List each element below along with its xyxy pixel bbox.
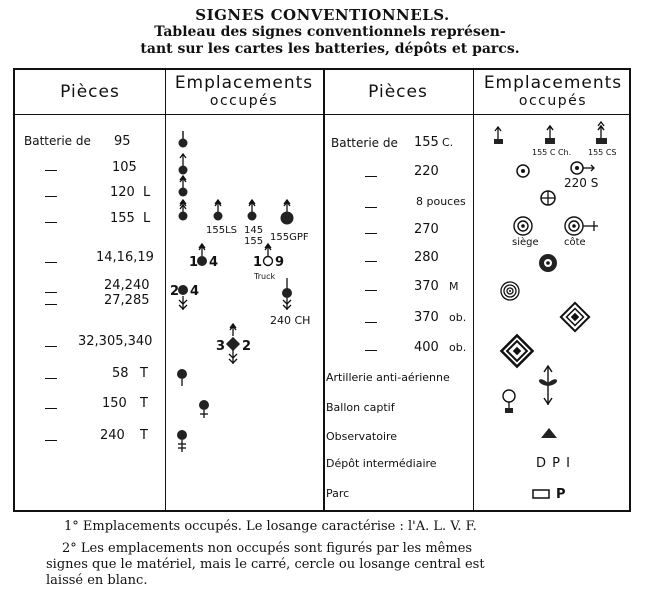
row-calibre: 95: [114, 134, 131, 149]
row-suffix: T: [140, 428, 148, 443]
row-calibre: 32,305,340: [78, 334, 153, 349]
row-calibre: 370: [414, 279, 439, 294]
row-suffix: L: [143, 211, 151, 226]
symbol-number: 2: [242, 339, 252, 354]
row-calibre: 27,285: [104, 293, 150, 308]
battery-270-cote-symbol: [564, 217, 598, 248]
row-spec: ob.: [449, 311, 467, 324]
battery-14-16-19-symbol: [189, 244, 218, 270]
battery-truck-symbol: [253, 244, 284, 281]
battery-32-305-340-symbol: [216, 324, 251, 364]
row-suffix: T: [140, 396, 148, 411]
row-label: Parc: [326, 487, 350, 500]
battery-155c-symbol: [494, 127, 503, 144]
symbol-number: 1: [189, 255, 199, 270]
row-calibre: 270: [414, 222, 439, 237]
subtitle-line-1: Tableau des signes conventionnels représen-: [154, 24, 506, 40]
battery-150t-symbol: [199, 400, 209, 418]
row-calibre: 155: [110, 211, 135, 226]
battery-220-symbol: [517, 165, 529, 177]
row-calibre: 400: [414, 340, 439, 355]
symbol-label-siege: siège: [512, 237, 539, 248]
row-label: Dépôt intermédiaire: [326, 457, 437, 470]
battery-220s-symbol: [564, 162, 598, 190]
header-occupes-label: occupés: [209, 93, 279, 109]
symbol-label-155cs: 155 CS: [588, 148, 617, 157]
symbol-number: 4: [190, 284, 200, 299]
battery-120l-symbol: [179, 176, 188, 197]
battery-370m-symbol: [501, 282, 519, 300]
row-calibre: 120: [110, 185, 135, 200]
footnote-2: 2° Les emplacements non occupés sont figurés par les mêmes signes que le matériel, mais le carré, cercle ou losange central est laissé en blanc.: [46, 541, 485, 588]
row-calibre: 150: [102, 396, 127, 411]
battery-105-symbol: [179, 154, 188, 175]
battery-155gpf-symbol: [270, 200, 309, 243]
symbol-label-145: 145: [244, 225, 264, 236]
symbol-label-155cch: 155 C Ch.: [532, 148, 572, 157]
header-emplacements-label: Emplacements: [483, 73, 623, 93]
row-calibre: 58: [112, 366, 129, 381]
symbol-label-p: P: [556, 487, 566, 502]
battery-145-155-symbol: [244, 200, 263, 247]
symbol-label-220s: 220 S: [564, 176, 599, 190]
battery-8-pouces-symbol: [541, 191, 555, 205]
row-calibre: 24,240: [104, 278, 150, 293]
symbol-number: 9: [275, 255, 285, 270]
symbol-label-240ch: 240 CH: [270, 314, 311, 327]
symbol-label-155gpf: 155GPF: [270, 232, 309, 243]
row-prefix: Batterie de: [331, 136, 398, 150]
footnote-1: 1° Emplacements occupés. Le losange caractérise : l'A. L. V. F.: [64, 519, 477, 534]
battery-155l-symbol: [179, 200, 188, 221]
row-spec: ob.: [449, 341, 467, 354]
symbol-number: 4: [209, 255, 219, 270]
battery-240t-symbol: [177, 430, 187, 452]
battery-280-symbol: [539, 254, 557, 272]
row-calibre: 220: [414, 164, 439, 179]
row-calibre: 240: [100, 428, 125, 443]
battery-155c-ch-symbol: [532, 126, 571, 157]
anti-aircraft-symbol: [539, 366, 557, 405]
header-pieces-label: Pièces: [368, 82, 428, 102]
battery-95-symbol: [179, 131, 188, 148]
battery-155cs-symbol: [588, 122, 616, 157]
row-label: Ballon captif: [326, 401, 395, 414]
row-calibre: 8 pouces: [416, 195, 466, 208]
symbol-label-155: 155: [244, 236, 264, 247]
battery-58t-symbol: [177, 369, 187, 386]
row-suffix: T: [140, 366, 148, 381]
row-calibre: 280: [414, 250, 439, 265]
row-label: Artillerie anti-aérienne: [326, 371, 450, 384]
symbol-label-cote: côte: [564, 237, 586, 248]
symbol-number: 3: [216, 339, 226, 354]
header-pieces-label: Pièces: [60, 82, 120, 102]
header-occupes-label: occupés: [518, 93, 588, 109]
subtitle-line-2: tant sur les cartes les batteries, dépôts et parcs.: [140, 41, 520, 57]
intermediate-depot-symbol: [536, 456, 571, 471]
row-suffix: L: [143, 185, 151, 200]
battery-155ls-symbol: [206, 200, 237, 236]
symbol-label-dpi: D P I: [536, 456, 571, 471]
battery-24-240-symbol: [170, 284, 199, 310]
observatory-symbol: [541, 428, 557, 438]
row-calibre: 155: [414, 135, 439, 150]
park-symbol: [533, 487, 566, 502]
symbol-number: 2: [170, 284, 180, 299]
symbol-label-155ls: 155LS: [206, 225, 238, 236]
captive-balloon-symbol: [503, 390, 515, 413]
row-label: Observatoire: [326, 430, 398, 443]
row-calibre: 14,16,19: [96, 250, 154, 265]
row-spec: C.: [442, 136, 454, 149]
header-emplacements-label: Emplacements: [174, 73, 314, 93]
symbol-number: 1: [253, 255, 263, 270]
battery-270-siege-symbol: [512, 217, 539, 248]
symbol-label-truck: Truck: [254, 272, 276, 281]
document-title: SIGNES CONVENTIONNELS.: [195, 6, 450, 24]
battery-400ob-symbol: [501, 335, 532, 366]
row-spec: M: [449, 280, 459, 293]
battery-370ob-symbol: [561, 303, 589, 331]
row-prefix: Batterie de: [24, 134, 91, 148]
row-calibre: 105: [112, 160, 137, 175]
row-calibre: 370: [414, 310, 439, 325]
battery-240ch-symbol: [270, 278, 310, 327]
